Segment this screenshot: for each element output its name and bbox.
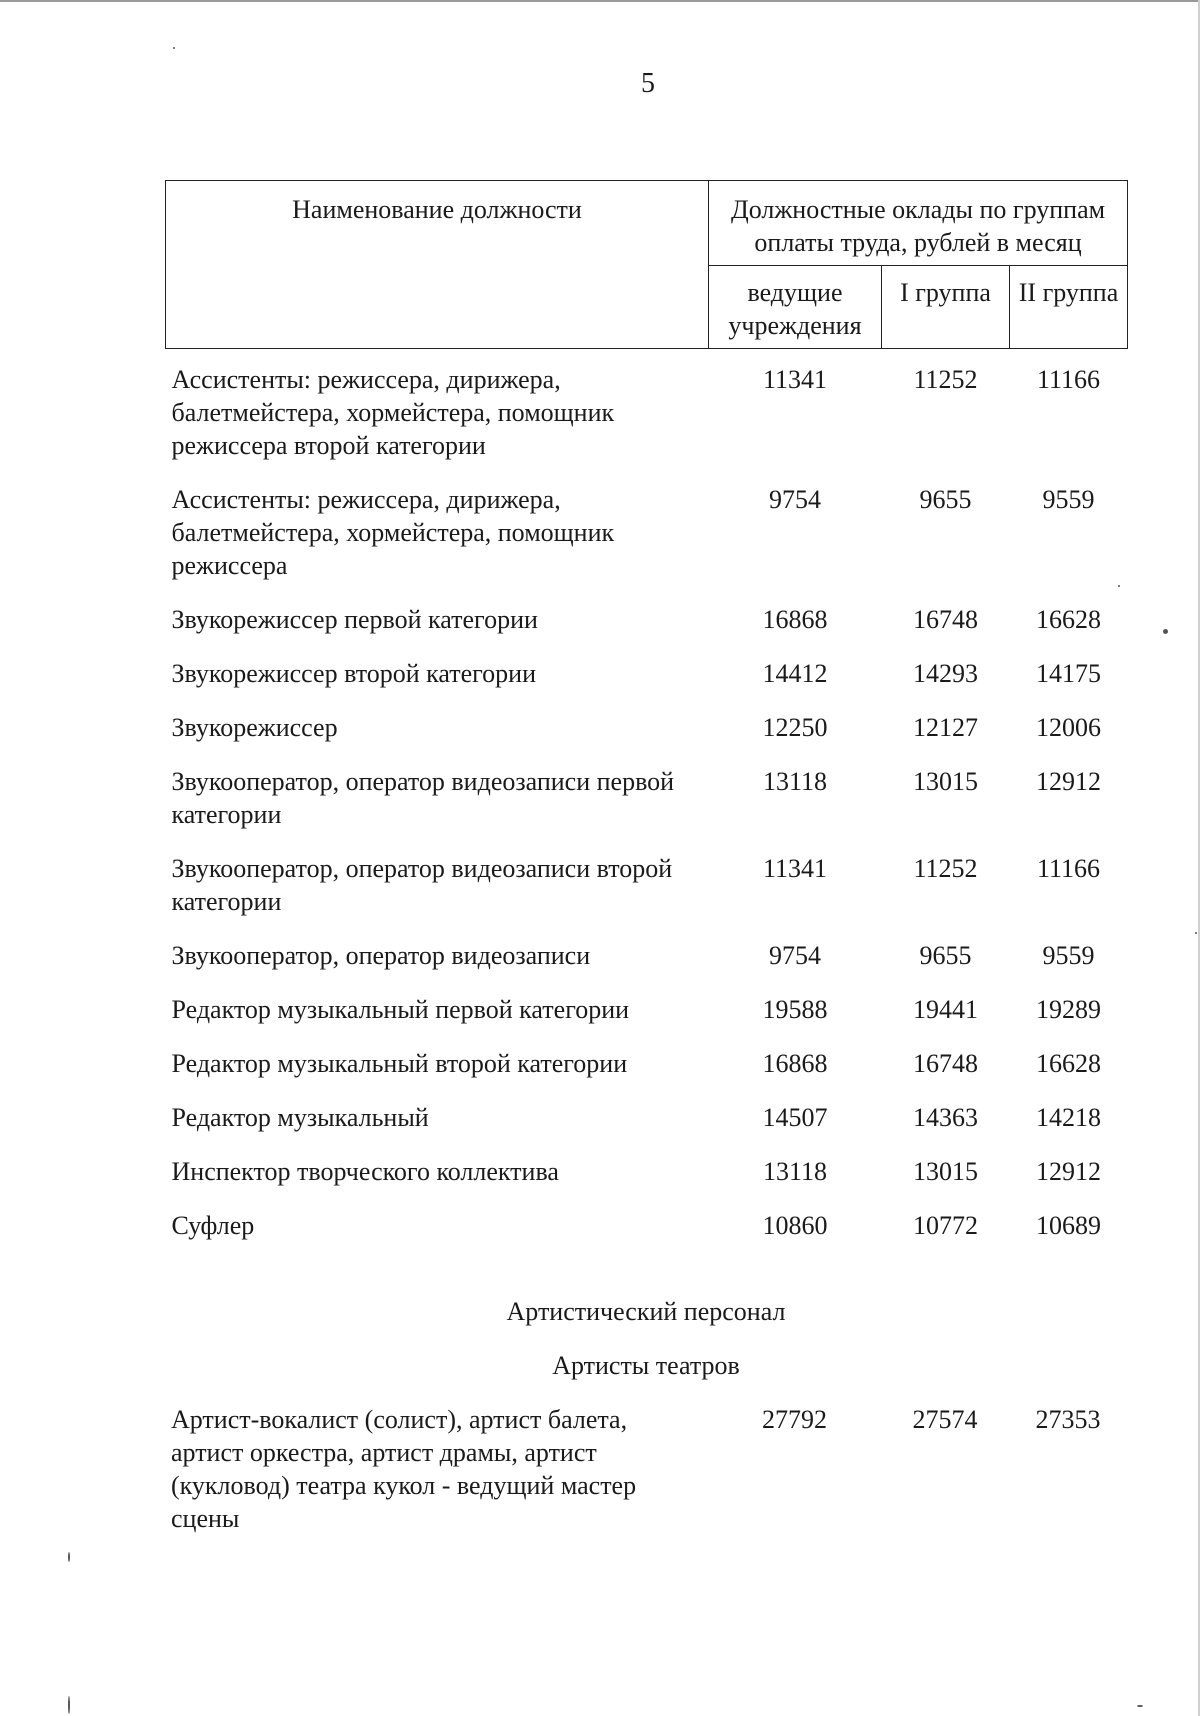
header-salary-groups: Должностные оклады по группам оплаты труда, рублей в месяц — [709, 181, 1128, 266]
position-name: Звукорежиссер — [171, 713, 338, 742]
salary-group-1: 13015 — [913, 1157, 978, 1186]
salary-leading: 10860 — [762, 1211, 828, 1240]
salary-group-1: 19441 — [913, 995, 978, 1024]
salary-group-2: 14175 — [1036, 659, 1102, 688]
position-name: Звукорежиссер первой категории — [171, 605, 538, 634]
salary-leading: 16868 — [762, 605, 828, 634]
salary-leading: 9754 — [769, 941, 821, 970]
salary-group-1: 14293 — [913, 659, 978, 688]
table-row — [166, 711, 1128, 765]
salary-leading: 27792 — [762, 1405, 827, 1434]
salary-group-2: 9559 — [1042, 485, 1095, 514]
salary-group-2: 27353 — [1035, 1405, 1101, 1434]
salary-group-1: 13015 — [913, 767, 978, 796]
artists-table — [165, 1403, 1127, 1535]
salary-leading: 14412 — [762, 659, 828, 688]
table-row — [166, 1047, 1128, 1101]
position-name: Инспектор творческого коллектива — [171, 1157, 559, 1186]
salary-group-2: 14218 — [1036, 1103, 1102, 1132]
table-row — [166, 657, 1128, 711]
position-name: Ассистенты: режиссера, дирижера, балетмейстера, хормейстера, помощник режиссера второй категории — [171, 365, 615, 460]
salary-group-1: 11252 — [913, 854, 978, 883]
salary-group-2: 9559 — [1042, 941, 1095, 970]
position-name: Звукооператор, оператор видеозаписи — [171, 941, 591, 970]
salary-group-2: 16628 — [1036, 1049, 1102, 1078]
table-row — [166, 1155, 1128, 1209]
section-theater-artists: Артисты театров — [552, 1351, 740, 1380]
artists-table-body — [165, 1403, 1127, 1535]
header-group-1: I группа — [882, 266, 1010, 349]
table-row — [166, 483, 1128, 603]
salary-leading: 13118 — [762, 1157, 828, 1186]
position-name: Редактор музыкальный первой категории — [171, 995, 630, 1024]
table-row — [166, 765, 1128, 852]
salary-leading: 9754 — [769, 485, 821, 514]
salary-group-1: 16748 — [913, 605, 978, 634]
table-row — [166, 1101, 1128, 1155]
header-leading-institutions: ведущие учреждения — [709, 266, 882, 349]
salary-group-1: 27574 — [912, 1405, 978, 1434]
salary-group-2: 12912 — [1036, 1157, 1102, 1186]
table-row — [166, 349, 1128, 484]
table-row — [166, 852, 1128, 939]
salary-group-2: 19289 — [1036, 995, 1102, 1024]
salary-leading: 11341 — [762, 365, 828, 394]
position-name: Ассистенты: режиссера, дирижера, балетмейстера, хормейстера, помощник режиссера — [171, 485, 615, 580]
table-row — [166, 603, 1128, 657]
position-name: Звукорежиссер второй категории — [171, 659, 536, 688]
position-name: Артист-вокалист (солист), артист балета, артист оркестра, артист драмы, артист (кукловод) театра кукол - ведущий мастер сцены — [171, 1405, 637, 1533]
salary-table-header — [166, 181, 1128, 349]
header-group-2: II группа — [1010, 266, 1128, 349]
position-name: Звукооператор, оператор видеозаписи второй категории — [171, 854, 673, 916]
section-artistic-personnel: Артистический персонал — [506, 1297, 786, 1326]
salary-group-1: 12127 — [913, 713, 978, 742]
salary-leading: 16868 — [762, 1049, 828, 1078]
salary-leading: 19588 — [762, 995, 828, 1024]
position-name: Суфлер — [171, 1211, 255, 1240]
scan-edge-top — [0, 0, 1200, 2]
salary-leading: 14507 — [762, 1103, 828, 1132]
header-position: Наименование должности — [166, 181, 709, 349]
page-number: 5 — [641, 68, 655, 99]
table-row — [165, 1403, 1127, 1535]
salary-group-2: 11166 — [1036, 365, 1101, 394]
salary-group-2: 12912 — [1036, 767, 1102, 796]
position-name: Редактор музыкальный — [171, 1103, 429, 1132]
salary-group-1: 9655 — [919, 485, 972, 514]
salary-leading: 11341 — [762, 854, 828, 883]
salary-group-2: 11166 — [1036, 854, 1101, 883]
table-row — [166, 939, 1128, 993]
salary-group-2: 16628 — [1036, 605, 1102, 634]
salary-group-1: 14363 — [913, 1103, 978, 1132]
salary-group-1: 16748 — [913, 1049, 978, 1078]
salary-table — [165, 180, 1128, 1263]
salary-leading: 13118 — [762, 767, 828, 796]
salary-group-1: 9655 — [919, 941, 972, 970]
salary-group-2: 12006 — [1036, 713, 1102, 742]
salary-group-2: 10689 — [1036, 1211, 1102, 1240]
salary-group-1: 11252 — [913, 365, 978, 394]
position-name: Звукооператор, оператор видеозаписи первой категории — [171, 767, 675, 829]
position-name: Редактор музыкальный второй категории — [171, 1049, 628, 1078]
table-row — [166, 993, 1128, 1047]
salary-leading: 12250 — [762, 713, 828, 742]
salary-group-1: 10772 — [913, 1211, 978, 1240]
salary-table-body — [166, 349, 1128, 1264]
table-row — [166, 1209, 1128, 1263]
